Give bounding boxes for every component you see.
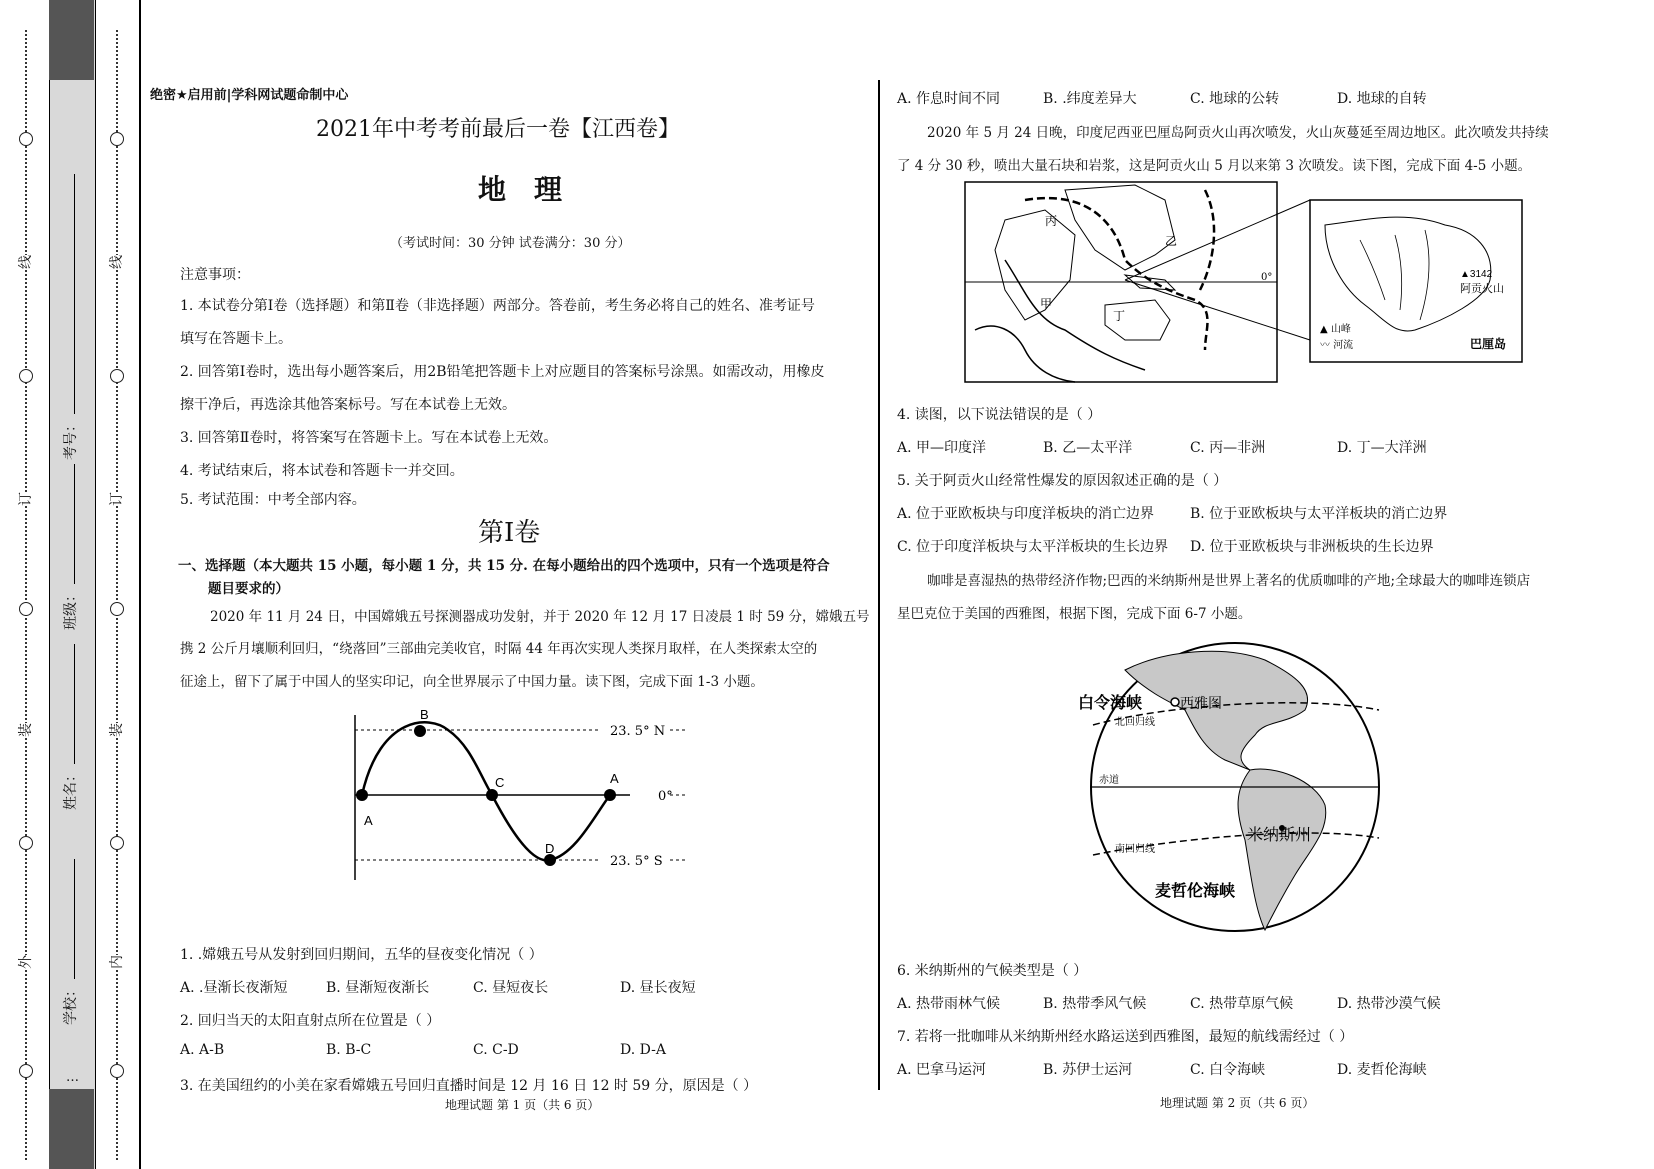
point-a-end	[604, 789, 616, 801]
option[interactable]: D. 麦哲伦海峡	[1337, 1062, 1427, 1078]
note-line: 擦干净后，再选涂其他答案标号。写在本试卷上无效。	[180, 397, 516, 413]
volcano-label: 阿贡火山	[1460, 282, 1504, 295]
option[interactable]: C. 昼短夜长	[473, 980, 549, 996]
label-tropic-n: 北回归线	[1115, 717, 1155, 728]
binding-hole	[19, 369, 33, 383]
label-equator: 赤道	[1099, 775, 1119, 786]
inner-cut-line	[116, 30, 118, 1160]
option[interactable]: D. 昼长夜短	[620, 980, 696, 996]
strip-dark-bottom	[49, 1089, 94, 1169]
binding-hole	[19, 132, 33, 146]
label-yi: 乙	[1165, 234, 1178, 248]
legend-peak: ▲ 山峰	[1320, 324, 1351, 335]
binding-hole	[19, 836, 33, 850]
label-seattle: 西雅图	[1180, 696, 1222, 712]
label-equator: 0°	[658, 789, 673, 804]
exam-info: （考试时间：30 分钟 试卷满分：30 分）	[390, 236, 631, 251]
option[interactable]: A. 热带雨林气候	[897, 996, 1001, 1012]
side-label-zhuang: 装	[13, 723, 37, 737]
binding-hole	[110, 602, 124, 616]
field-name[interactable]	[60, 644, 80, 810]
question-stem: 1. .嫦娥五号从发射到回归期间，五华的昼夜变化情况（ ）	[180, 947, 543, 963]
label-tropic-s: 南回归线	[1115, 844, 1155, 855]
binding-hole	[110, 836, 124, 850]
passage-line: 星巴克位于美国的西雅图，根据下图，完成下面 6-7 小题。	[897, 606, 1252, 622]
point-c	[486, 789, 498, 801]
note-line: 1. 本试卷分第Ⅰ卷（选择题）和第Ⅱ卷（非选择题）两部分。答卷前，考生务必将自己的姓名、准考证号	[180, 298, 815, 314]
section-title: 第Ⅰ卷	[478, 518, 541, 548]
point-a-start	[356, 789, 368, 801]
binding-hole	[110, 369, 124, 383]
label-magellan: 麦哲伦海峡	[1155, 881, 1236, 900]
page-footer-right: 地理试题 第 2 页（共 6 页）	[1160, 1096, 1315, 1110]
passage-line: 咖啡是喜湿热的热带经济作物;巴西的米纳斯州是世界上著名的优质咖啡的产地;全球最大的咖啡连锁店	[927, 573, 1531, 589]
binding-hole	[110, 132, 124, 146]
option[interactable]: C. 位于印度洋板块与太平洋板块的生长边界	[897, 539, 1169, 555]
peak-elevation: ▲3142	[1460, 269, 1493, 280]
field-exam-number[interactable]	[60, 174, 80, 460]
secret-mark: 绝密★启用前|学科网试题命制中心	[150, 88, 349, 103]
section-instruction-cont: 题目要求的）	[208, 581, 289, 597]
passage-line: 携 2 公斤月壤顺利回归，“绕落回”三部曲完美收官，时隔 44 年再次实现人类探月取样，在人类探索太空的	[180, 641, 818, 657]
side-label-xian: 线	[13, 255, 37, 269]
option[interactable]: B. 昼渐短夜渐长	[326, 980, 430, 996]
page-divider	[878, 80, 880, 1090]
field-exam-number-label: 考号：	[63, 418, 79, 460]
point-b	[414, 725, 426, 737]
option[interactable]: A. 位于亚欧板块与印度洋板块的消亡边界	[897, 506, 1155, 522]
option[interactable]: D. 地球的自转	[1337, 91, 1427, 107]
passage-line: 征途上，留下了属于中国人的坚实印记，向全世界展示了中国力量。读下图，完成下面 1-3 小题。	[180, 674, 764, 690]
field-class-label: 班级：	[63, 588, 79, 630]
label-ding: 丁	[1113, 309, 1126, 323]
strip-ellipsis: …	[66, 1070, 79, 1085]
label-c: C	[495, 775, 505, 790]
label-a2: A	[610, 771, 619, 786]
option[interactable]: B. 苏伊士运河	[1043, 1062, 1133, 1078]
option[interactable]: C. 热带草原气候	[1190, 996, 1294, 1012]
binding-hole	[19, 1064, 33, 1078]
passage-line: 了 4 分 30 秒，喷出大量石块和岩浆，这是阿贡火山 5 月以来第 3 次喷发。读下图，完成下面 4-5 小题。	[897, 158, 1532, 174]
seattle-marker	[1171, 698, 1179, 706]
americas-globe	[1078, 630, 1385, 945]
outer-cut-line	[25, 30, 27, 1160]
binding-hole	[110, 1064, 124, 1078]
label-minas: 米纳斯州	[1247, 825, 1312, 844]
side-label-outer: 外	[13, 955, 37, 969]
label-b: B	[420, 707, 429, 722]
option[interactable]: B. 乙—太平洋	[1043, 440, 1133, 456]
question-stem: 2. 回归当天的太阳直射点所在位置是（ ）	[180, 1013, 441, 1029]
notes-heading: 注意事项：	[180, 267, 250, 283]
side-label-xian-inner: 线	[104, 255, 128, 269]
side-label-ding: 订	[13, 492, 37, 506]
section-instruction: 一、选择题（本大题共 15 小题，每小题 1 分，共 15 分. 在每小题给出的四个选项中，只有一个选项是符合	[178, 558, 830, 574]
option[interactable]: A. .昼渐长夜渐短	[180, 980, 288, 996]
subject-title: 地理	[478, 173, 591, 206]
sun-direct-point-diagram	[340, 705, 700, 890]
field-class[interactable]	[60, 464, 80, 630]
plate-map	[965, 180, 1525, 385]
label-bing: 丙	[1045, 214, 1058, 228]
side-label-inner: 内	[104, 955, 128, 969]
option[interactable]: C. 白令海峡	[1190, 1062, 1266, 1078]
label-tropic-s: 23. 5° S	[610, 854, 663, 869]
note-line: 填写在答题卡上。	[180, 331, 292, 347]
option[interactable]: C. 丙—非洲	[1190, 440, 1266, 456]
option[interactable]: B. B-C	[326, 1042, 372, 1058]
field-name-label: 姓名：	[63, 768, 79, 810]
bali-island-label: 巴厘岛	[1470, 337, 1507, 351]
side-label-zhuang-inner: 装	[104, 723, 128, 737]
note-line: 2. 回答第Ⅰ卷时，选出每小题答案后，用2B铅笔把答题卡上对应题目的答案标号涂黑。如需改动，用橡皮	[180, 364, 825, 380]
label-d: D	[545, 841, 555, 856]
question-stem: 7. 若将一批咖啡从米纳斯州经水路运送到西雅图，最短的航线需经过（ ）	[897, 1029, 1354, 1045]
label-tropic-n: 23. 5° N	[610, 724, 666, 739]
binding-hole	[19, 602, 33, 616]
option[interactable]: D. 位于亚欧板块与非洲板块的生长边界	[1190, 539, 1434, 555]
strip-dark-top	[49, 0, 94, 80]
option[interactable]: B. 位于亚欧板块与太平洋板块的消亡边界	[1190, 506, 1448, 522]
question-stem: 5. 关于阿贡火山经常性爆发的原因叙述正确的是（ ）	[897, 473, 1228, 489]
label-bering: 白令海峡	[1078, 693, 1143, 712]
field-school[interactable]	[60, 859, 80, 1025]
legend-river: 〰 河流	[1320, 340, 1354, 351]
option[interactable]: D. D-A	[620, 1042, 666, 1058]
side-label-ding-inner: 订	[104, 492, 128, 506]
option[interactable]: B. 热带季风气候	[1043, 996, 1147, 1012]
option[interactable]: C. 地球的公转	[1190, 91, 1280, 107]
label-zero-deg: 0°	[1261, 272, 1273, 283]
sun-curve	[362, 722, 610, 860]
exam-title: 2021年中考考前最后一卷【江西卷】	[316, 117, 680, 142]
option[interactable]: A. A-B	[180, 1042, 225, 1058]
note-line: 3. 回答第Ⅱ卷时，将答案写在答题卡上。写在本试卷上无效。	[180, 430, 558, 446]
page-footer-left: 地理试题 第 1 页（共 6 页）	[445, 1098, 600, 1112]
option[interactable]: A. 巴拿马运河	[897, 1062, 987, 1078]
label-jia: 甲	[1040, 297, 1053, 311]
option[interactable]: A. 甲—印度洋	[897, 440, 987, 456]
question-stem: 3. 在美国纽约的小美在家看嫦娥五号回归直播时间是 12 月 16 日 12 时 59 分，原因是（ ）	[180, 1078, 758, 1094]
passage-line: 2020 年 11 月 24 日，中国嫦娥五号探测器成功发射，并于 2020 年 12 月 17 日凌晨 1 时 59 分，嫦娥五号	[210, 609, 870, 625]
label-a: A	[364, 813, 373, 828]
option[interactable]: D. 热带沙漠气候	[1337, 996, 1441, 1012]
note-line: 5. 考试范围：中考全部内容。	[180, 492, 366, 508]
option[interactable]: B. .纬度差异大	[1043, 91, 1137, 107]
note-line: 4. 考试结束后，将本试卷和答题卡一并交回。	[180, 463, 464, 479]
question-stem: 4. 读图，以下说法错误的是（ ）	[897, 407, 1102, 423]
option[interactable]: D. 丁—大洋洲	[1337, 440, 1427, 456]
question-stem: 6. 米纳斯州的气候类型是（ ）	[897, 963, 1088, 979]
passage-line: 2020 年 5 月 24 日晚，印度尼西亚巴厘岛阿贡火山再次喷发，火山灰蔓延至周边地区。此次喷发共持续	[927, 125, 1549, 141]
option[interactable]: C. C-D	[473, 1042, 519, 1058]
option[interactable]: A. 作息时间不同	[897, 91, 1001, 107]
field-school-label: 学校：	[63, 983, 79, 1025]
